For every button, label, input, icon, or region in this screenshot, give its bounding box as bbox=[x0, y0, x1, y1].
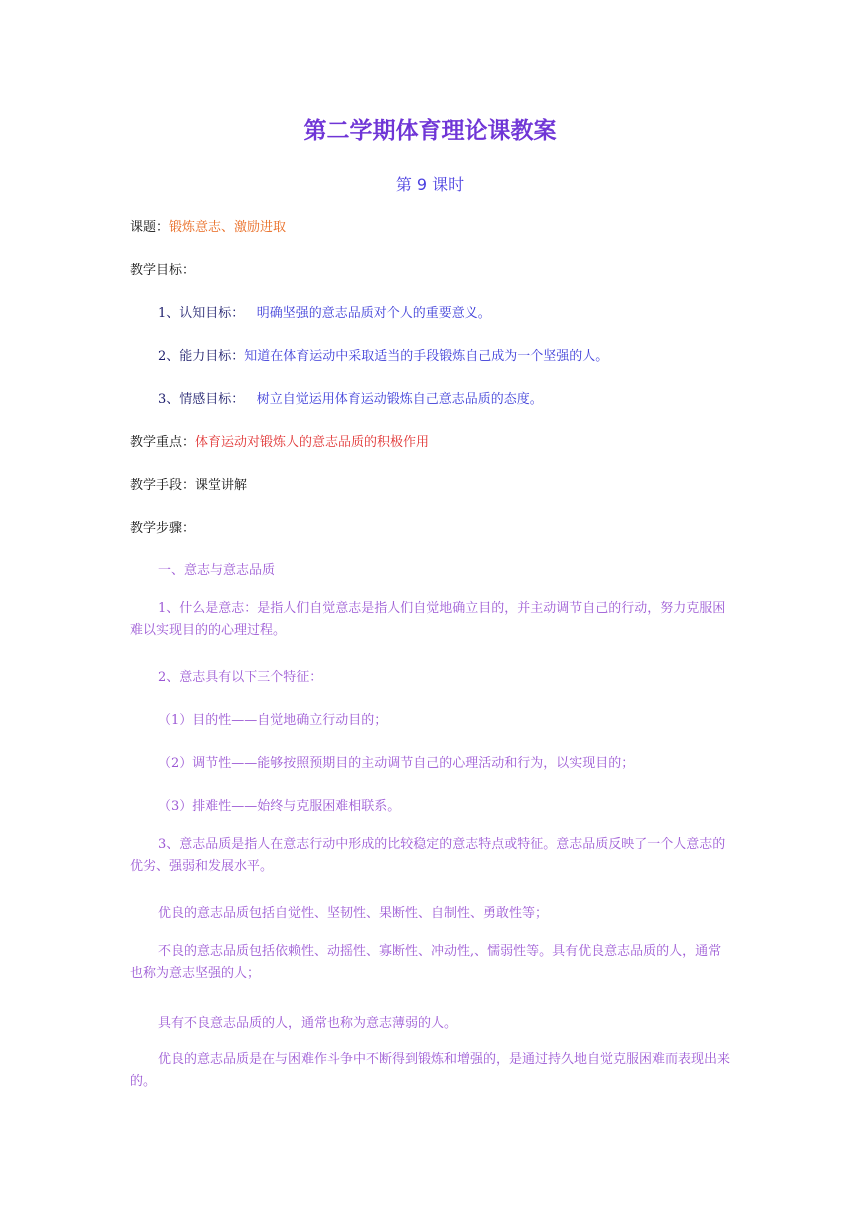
objectives-label: 教学目标： bbox=[130, 263, 196, 278]
paragraph-good-quality: 优良的意志品质包括自觉性、坚韧性、果断性、自制性、勇敢性等； bbox=[158, 906, 549, 921]
objective-label: 1、认知目标： bbox=[158, 306, 245, 321]
paragraph-weak-will: 具有不良意志品质的人，通常也称为意志薄弱的人。 bbox=[158, 1016, 458, 1031]
section-heading: 一、意志与意志品质 bbox=[158, 563, 276, 578]
objective-text: 知道在体育运动中采取适当的手段锻炼自己成为一个坚强的人。 bbox=[244, 349, 609, 364]
topic-value: 锻炼意志、激励进取 bbox=[169, 220, 287, 235]
means-label: 教学手段： bbox=[130, 478, 196, 493]
objective-text: 明确坚强的意志品质对个人的重要意义。 bbox=[256, 306, 491, 321]
means-line bbox=[130, 474, 247, 493]
objective-ability bbox=[158, 345, 608, 364]
topic-label: 课题： bbox=[130, 220, 170, 235]
means-value: 课堂讲解 bbox=[195, 478, 248, 493]
paragraph-features-intro: 2、意志具有以下三个特征： bbox=[158, 670, 323, 685]
lesson-number: 第 9 课时 bbox=[395, 175, 465, 194]
feature-item: （1）目的性——自觉地确立行动目的； bbox=[158, 713, 388, 728]
key-point-line bbox=[130, 431, 429, 450]
objective-text: 树立自觉运用体育运动锻炼自己意志品质的态度。 bbox=[256, 392, 543, 407]
steps-label: 教学步骤： bbox=[130, 521, 196, 536]
paragraph-conclusion: 优良的意志品质是在与困难作斗争中不断得到锻炼和增强的，是通过持久地自觉克服困难而表现出来的。 bbox=[130, 1052, 731, 1089]
objective-emotion bbox=[158, 388, 543, 407]
paragraph-definition: 1、什么是意志：是指人们自觉意志是指人们自觉地确立目的，并主动调节自己的行动，努力克服困难以实现目的的心理过程。 bbox=[130, 601, 726, 638]
paragraph-quality: 3、意志品质是指人在意志行动中形成的比较稳定的意志特点或特征。意志品质反映了一个人意志的优劣、强弱和发展水平。 bbox=[130, 837, 726, 874]
key-point-label: 教学重点： bbox=[130, 435, 196, 450]
key-point-value: 体育运动对锻炼人的意志品质的积极作用 bbox=[195, 435, 430, 450]
paragraph-bad-quality: 不良的意志品质包括依赖性、动摇性、寡断性、冲动性,、懦弱性等。具有优良意志品质的人，通常也称为意志坚强的人； bbox=[130, 944, 722, 981]
topic-line bbox=[130, 216, 286, 235]
feature-item: （2）调节性——能够按照预期目的主动调节自己的心理活动和行为，以实现目的； bbox=[158, 756, 635, 771]
document-title: 第二学期体育理论课教案 bbox=[303, 118, 557, 144]
feature-item: （3）排难性——始终与克服困难相联系。 bbox=[158, 799, 401, 814]
objective-label: 3、情感目标： bbox=[158, 392, 245, 407]
objective-cognitive bbox=[158, 302, 491, 321]
objective-label: 2、能力目标： bbox=[158, 349, 245, 364]
